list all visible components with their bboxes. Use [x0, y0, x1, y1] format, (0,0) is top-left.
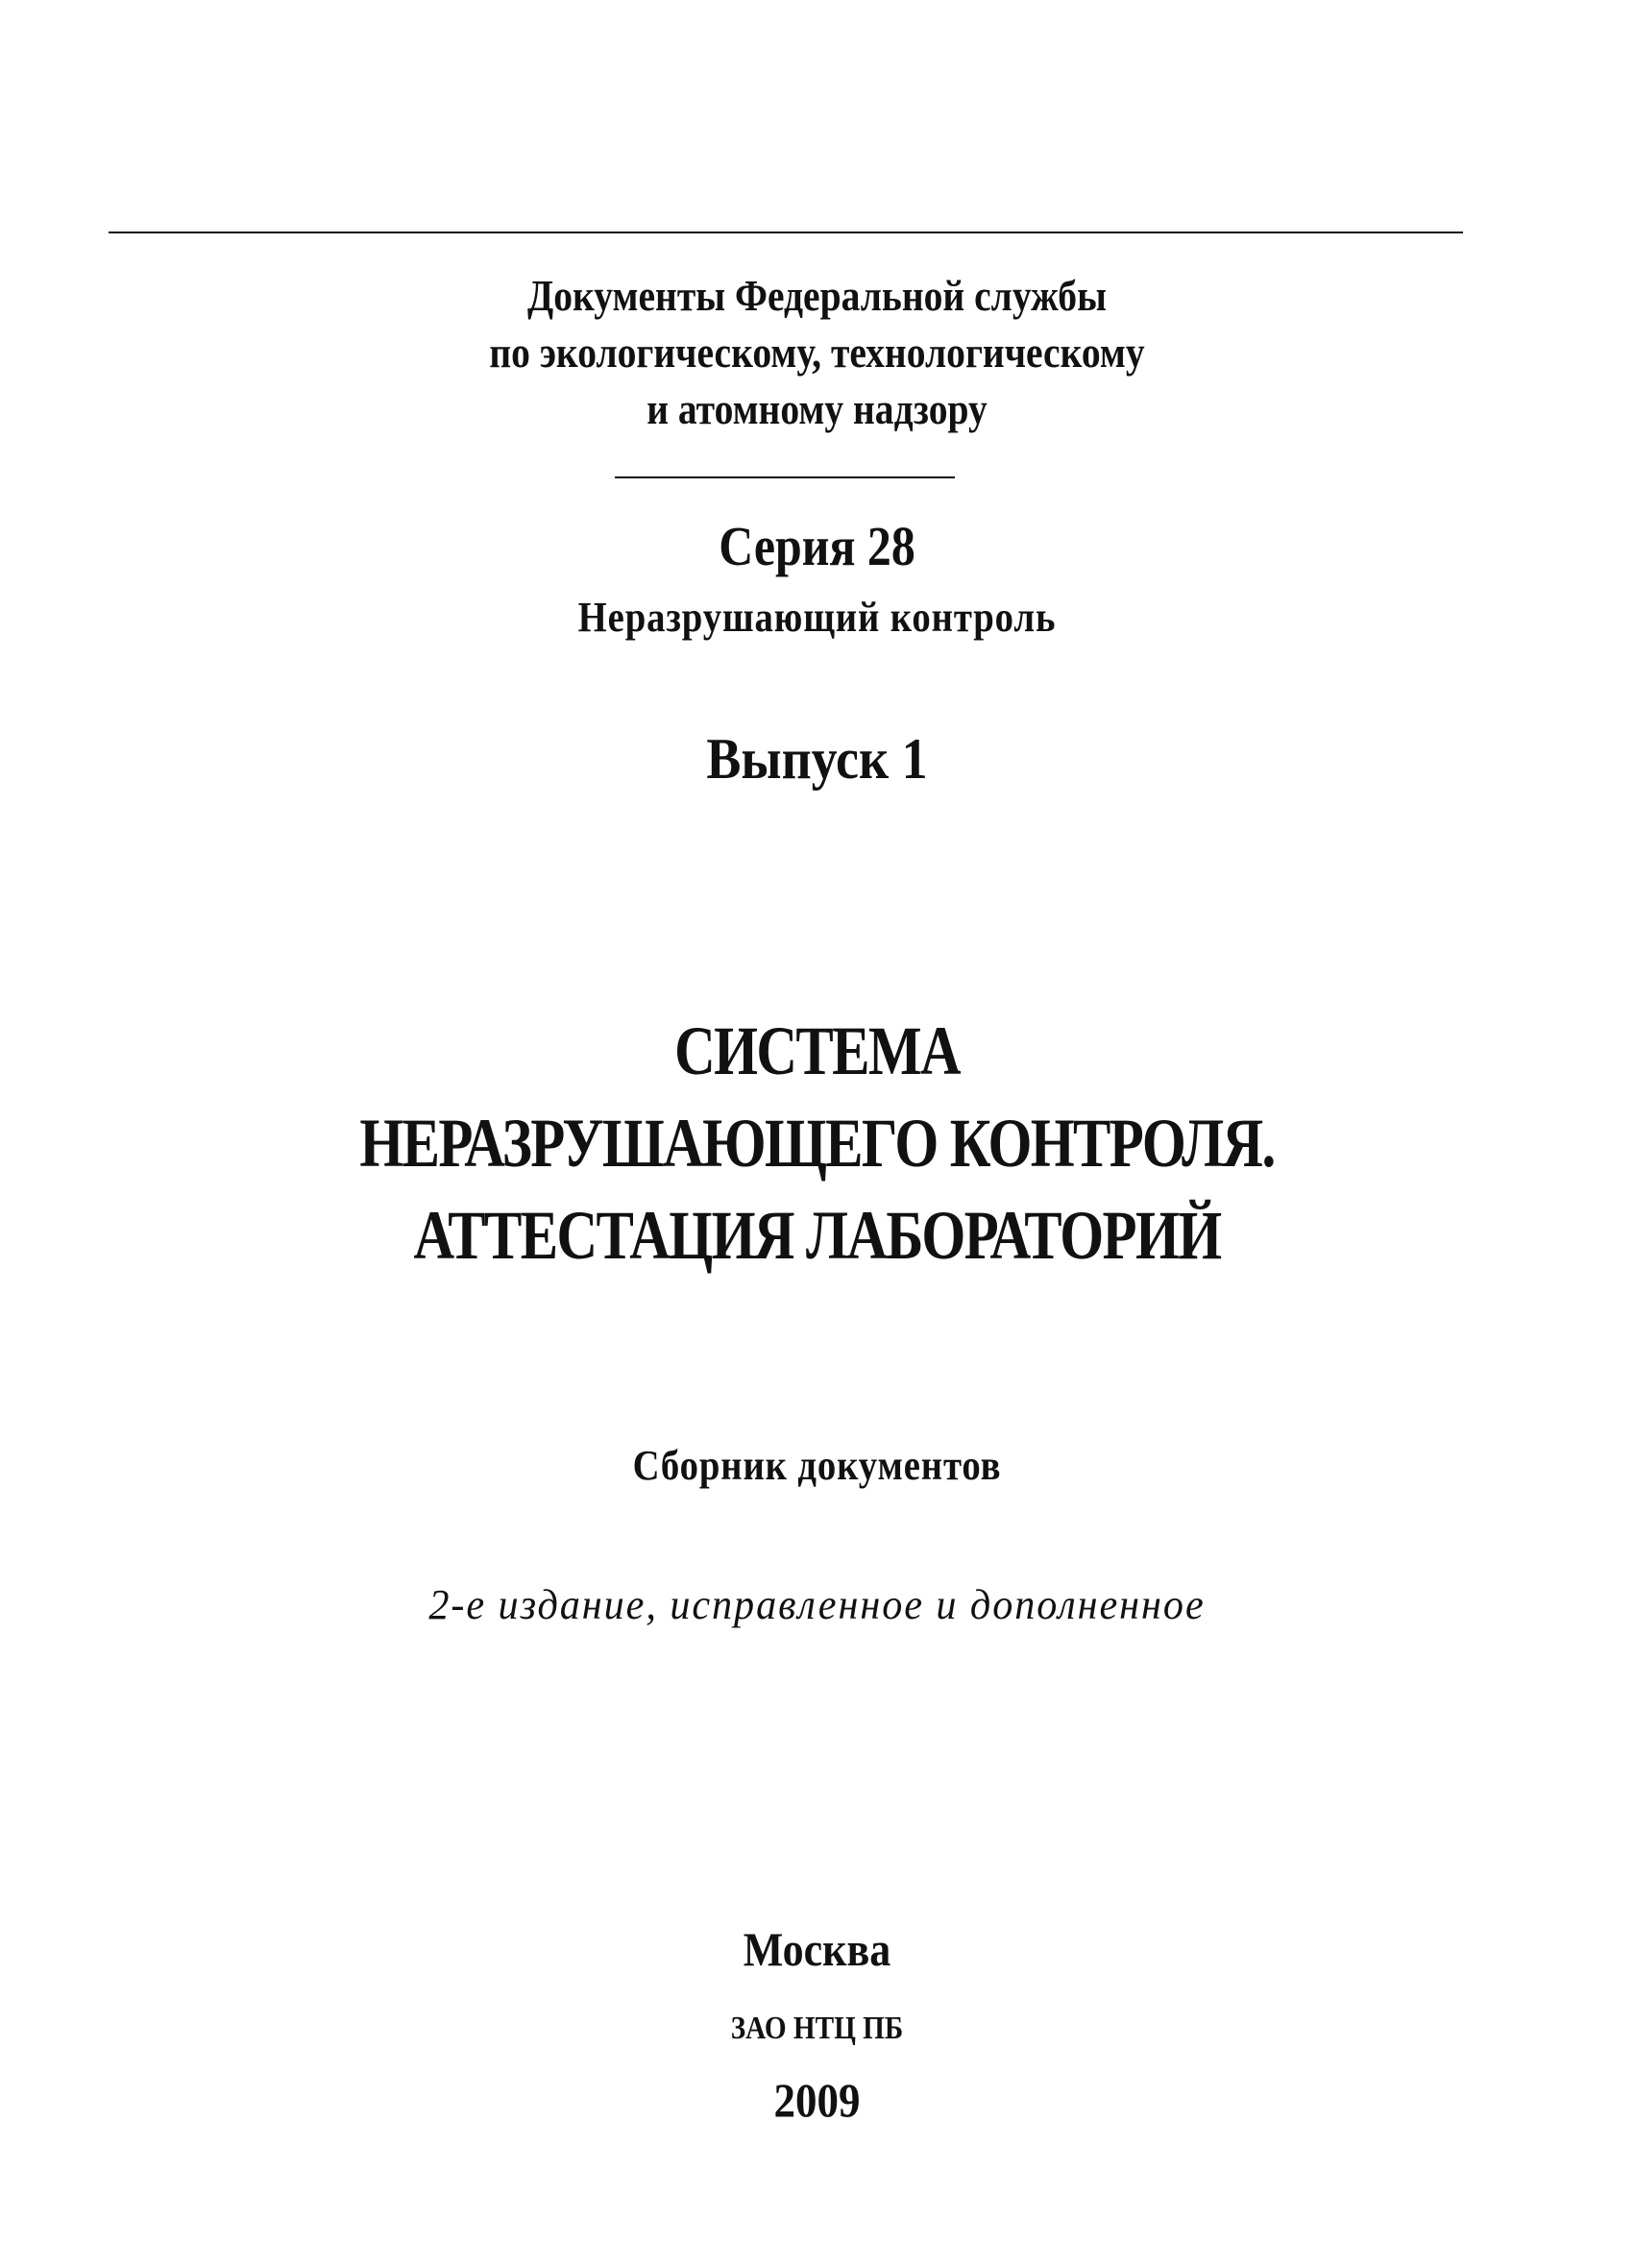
top-divider: [109, 232, 1463, 233]
title-line-certification: АТТЕСТАЦИЯ ЛАБОРАТОРИЙ: [413, 1197, 1221, 1274]
edition-note: 2-е издание, исправленное и дополненное: [428, 1581, 1206, 1628]
title-line-control: НЕРАЗРУШАЮЩЕГО КОНТРОЛЯ.: [359, 1105, 1275, 1182]
series-name: Неразрушающий контроль: [577, 594, 1057, 641]
series-number: Серия 28: [719, 515, 915, 577]
header-line-scope: по экологическому, технологическому: [489, 328, 1145, 377]
imprint-year: 2009: [773, 2073, 861, 2127]
header-line-agency: Документы Федеральной службы: [527, 271, 1107, 320]
imprint-city: Москва: [743, 1922, 891, 1976]
header-divider: [615, 476, 955, 478]
title-line-system: СИСТЕМА: [674, 1012, 960, 1089]
issue-number: Выпуск 1: [706, 727, 928, 791]
document-type: Сборник документов: [632, 1442, 1002, 1489]
header-line-supervision: и атомному надзору: [646, 384, 988, 433]
imprint-publisher: ЗАО НТЦ ПБ: [730, 2011, 904, 2046]
